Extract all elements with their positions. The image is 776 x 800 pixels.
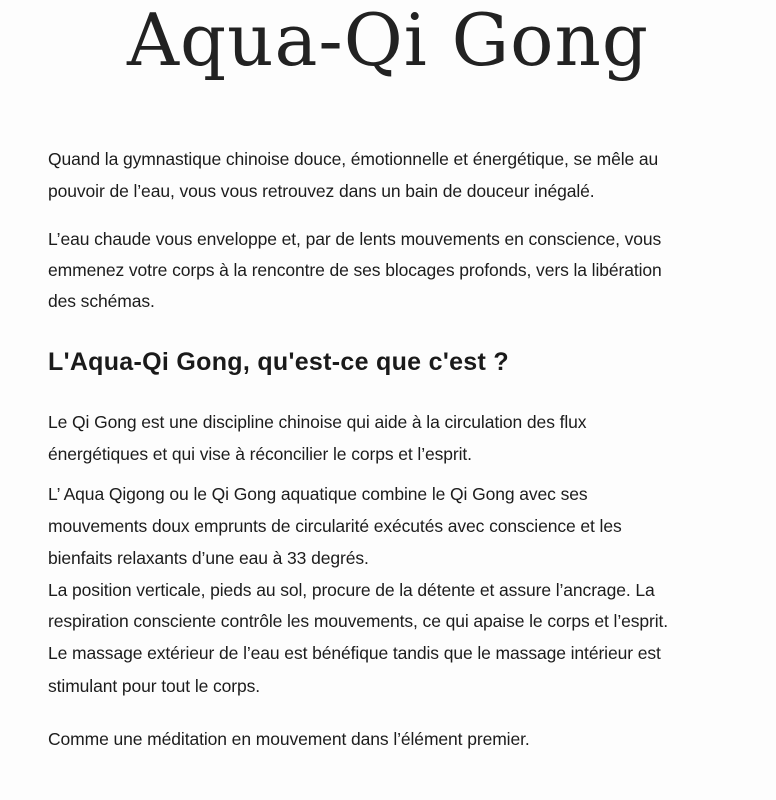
text-line: Le massage extérieur de l’eau est bénéfique tandis que le massage intérieur est <box>48 643 661 663</box>
text-line: Comme une méditation en mouvement dans l’élément premier. <box>48 729 530 749</box>
text-line: pouvoir de l’eau, vous vous retrouvez dans un bain de douceur inégalé. <box>48 181 595 201</box>
text-line: emmenez votre corps à la rencontre de ses blocages profonds, vers la libération <box>48 260 662 280</box>
text-line: Quand la gymnastique chinoise douce, émotionnelle et énergétique, se mêle au <box>48 149 659 169</box>
text-line: énergétiques et qui vise à réconcilier le corps et l’esprit. <box>48 444 472 464</box>
text-line: mouvements doux emprunts de circularité exécutés avec conscience et les <box>48 516 622 536</box>
text-line: bienfaits relaxants d’une eau à 33 degrés. <box>48 548 369 568</box>
text-line: des schémas. <box>48 291 155 311</box>
text-line: Le Qi Gong est une discipline chinoise qui aide à la circulation des flux <box>48 412 587 432</box>
text-line: stimulant pour tout le corps. <box>48 676 261 696</box>
page-title: Aqua-Qi Gong <box>127 0 649 82</box>
text-line: La position verticale, pieds au sol, procure de la détente et assure l’ancrage. La <box>48 580 655 600</box>
section-heading: L'Aqua-Qi Gong, qu'est-ce que c'est ? <box>48 348 509 376</box>
text-line: L’ Aqua Qigong ou le Qi Gong aquatique combine le Qi Gong avec ses <box>48 484 588 504</box>
text-line: respiration consciente contrôle les mouvements, ce qui apaise le corps et l’esprit. <box>48 611 669 631</box>
text-line: L’eau chaude vous enveloppe et, par de lents mouvements en conscience, vous <box>48 229 662 249</box>
